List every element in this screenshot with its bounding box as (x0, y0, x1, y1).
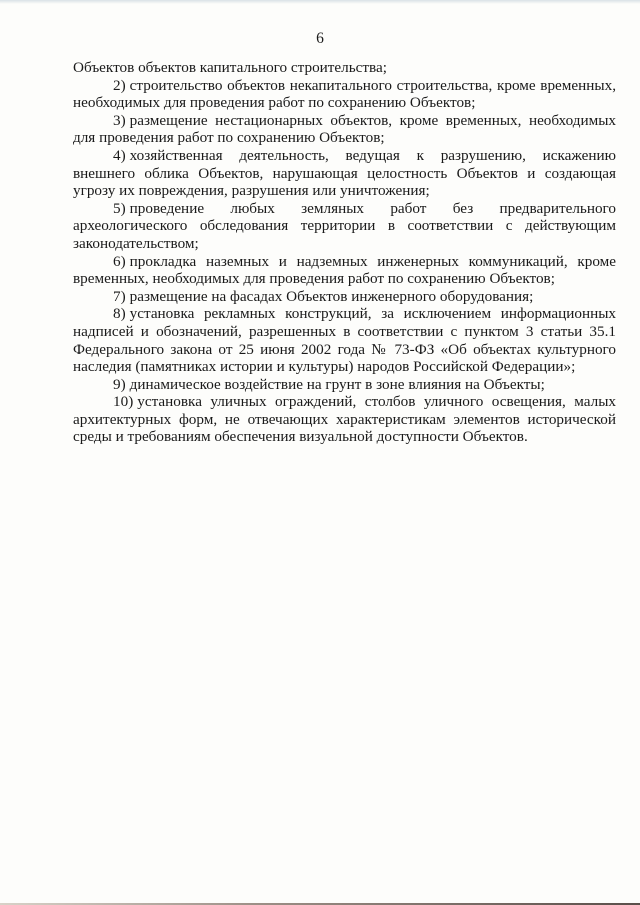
page-number: 6 (316, 30, 324, 47)
item-text: установка уличных ограждений, столбов уличного освещения, малых архитектурных форм, не отвечающих характеристикам элементов исторической среды и требованиям обеспечения визуальной доступности Объектов. (73, 393, 616, 446)
continuation-paragraph: Объектов объектов капитального строительства; (73, 59, 387, 76)
list-item-10 (73, 393, 616, 446)
list-item-5 (73, 200, 616, 253)
item-number: 8) (113, 305, 126, 323)
item-text: установка рекламных конструкций, за исключением информационных надписей и обозначений, разрешенных в соответствии с пунктом 3 статьи 35.1 Федерального закона от 25 июня 2002 года № 73-ФЗ «Об объектах культурного наследия (памятниках истории и культуры) народов Российской Федерации»; (73, 305, 616, 376)
item-text: размещение нестационарных объектов, кроме временных, необходимых для проведения работ по сохранению Объектов; (73, 111, 616, 147)
item-text: прокладка наземных и надземных инженерных коммуникаций, кроме временных, необходимых для проведения работ по сохранению Объектов; (73, 252, 616, 288)
list-item-4 (73, 147, 616, 200)
item-number: 3) (113, 111, 126, 129)
item-number: 6) (113, 252, 126, 270)
list-item-9 (73, 376, 616, 394)
item-text: размещение на фасадах Объектов инженерного оборудования; (129, 287, 534, 305)
item-number: 9) (113, 375, 126, 393)
item-text: строительство объектов некапитального строительства, кроме временных, необходимых для проведения работ по сохранению Объектов; (73, 76, 616, 112)
list-item-6 (73, 253, 616, 288)
item-number: 2) (113, 76, 126, 94)
item-number: 10) (113, 393, 134, 411)
item-text: динамическое воздействие на грунт в зоне влияния на Объекты; (129, 375, 545, 393)
list-item-8 (73, 305, 616, 375)
item-text: проведение любых земляных работ без предварительного археологического обследования территории в соответствии с действующим законодательством; (73, 199, 616, 252)
document-body (73, 59, 616, 446)
list-item-3 (73, 112, 616, 147)
item-text: хозяйственная деятельность, ведущая к разрушению, искажению внешнего облика Объектов, нарушающая целостность Объектов и создающая угрозу их повреждения, разрушения или уничтожения; (73, 146, 616, 200)
item-number: 5) (113, 199, 126, 217)
list-item-2 (73, 77, 616, 112)
item-number: 7) (113, 287, 126, 305)
list-item-7 (73, 288, 616, 306)
scan-top-edge (0, 0, 640, 4)
item-number: 4) (113, 146, 126, 164)
